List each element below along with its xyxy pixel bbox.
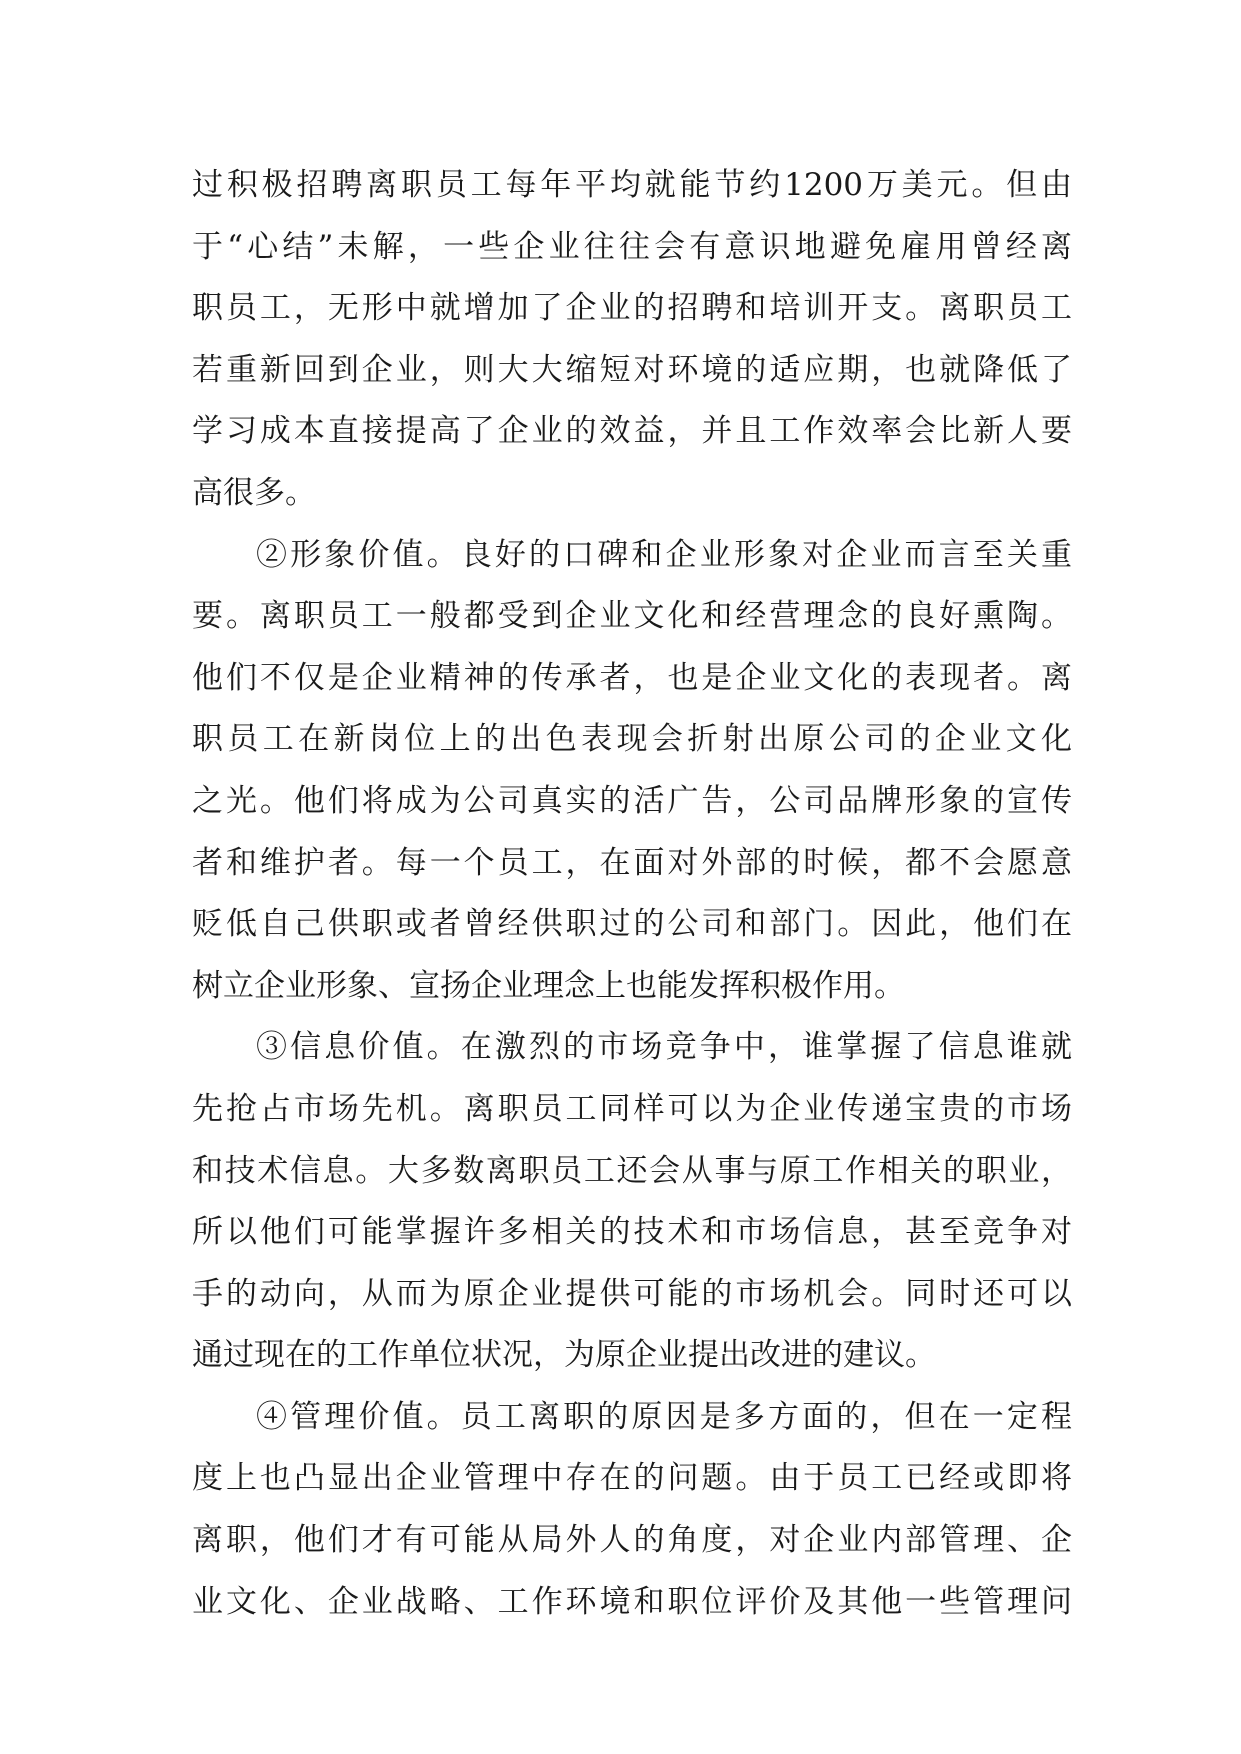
text-line: 职员工，无形中就增加了企业的招聘和培训开支。离职员工 bbox=[192, 290, 1072, 327]
text-line: 者和维护者。每一个员工，在面对外部的时候，都不会愿意 bbox=[192, 844, 1072, 881]
text-line: 离职，他们才有可能从局外人的角度，对企业内部管理、企 bbox=[192, 1522, 1072, 1559]
paragraph-first-line: ②形象价值。良好的口碑和企业形象对企业而言至关重 bbox=[256, 536, 1072, 573]
text-line: 若重新回到企业，则大大缩短对环境的适应期，也就降低了 bbox=[192, 351, 1072, 388]
text-line: 和技术信息。大多数离职员工还会从事与原工作相关的职业， bbox=[192, 1152, 1072, 1189]
paragraph-first-line: ④管理价值。员工离职的原因是多方面的，但在一定程 bbox=[256, 1398, 1072, 1435]
text-line: 于“心结”未解，一些企业往往会有意识地避免雇用曾经离 bbox=[192, 228, 1072, 265]
text-line: 树立企业形象、宣扬企业理念上也能发挥积极作用。 bbox=[192, 967, 905, 1004]
text-line: 业文化、企业战略、工作环境和职位评价及其他一些管理问 bbox=[192, 1583, 1072, 1620]
text-line: 过积极招聘离职员工每年平均就能节约1200万美元。但由 bbox=[192, 167, 1072, 203]
text-line: 手的动向，从而为原企业提供可能的市场机会。同时还可以 bbox=[192, 1275, 1072, 1312]
text-line: 职员工在新岗位上的出色表现会折射出原公司的企业文化 bbox=[192, 721, 1072, 758]
text-line: 他们不仅是企业精神的传承者，也是企业文化的表现者。离 bbox=[192, 659, 1072, 696]
paragraph-first-line: ③信息价值。在激烈的市场竞争中，谁掌握了信息谁就 bbox=[256, 1029, 1072, 1066]
text-line: 先抢占市场先机。离职员工同样可以为企业传递宝贵的市场 bbox=[192, 1090, 1072, 1127]
text-line: 学习成本直接提高了企业的效益，并且工作效率会比新人要 bbox=[192, 413, 1072, 450]
text-line: 高很多。 bbox=[192, 474, 316, 511]
text-line: 通过现在的工作单位状况，为原企业提出改进的建议。 bbox=[192, 1337, 936, 1374]
text-line: 度上也凸显出企业管理中存在的问题。由于员工已经或即将 bbox=[192, 1460, 1072, 1497]
text-line: 贬低自己供职或者曾经供职过的公司和部门。因此，他们在 bbox=[192, 906, 1072, 943]
text-line: 之光。他们将成为公司真实的活广告，公司品牌形象的宣传 bbox=[192, 782, 1072, 819]
text-line: 要。离职员工一般都受到企业文化和经营理念的良好熏陶。 bbox=[192, 598, 1072, 635]
document-body bbox=[192, 155, 1072, 1633]
text-line: 所以他们可能掌握许多相关的技术和市场信息，甚至竞争对 bbox=[192, 1214, 1072, 1251]
